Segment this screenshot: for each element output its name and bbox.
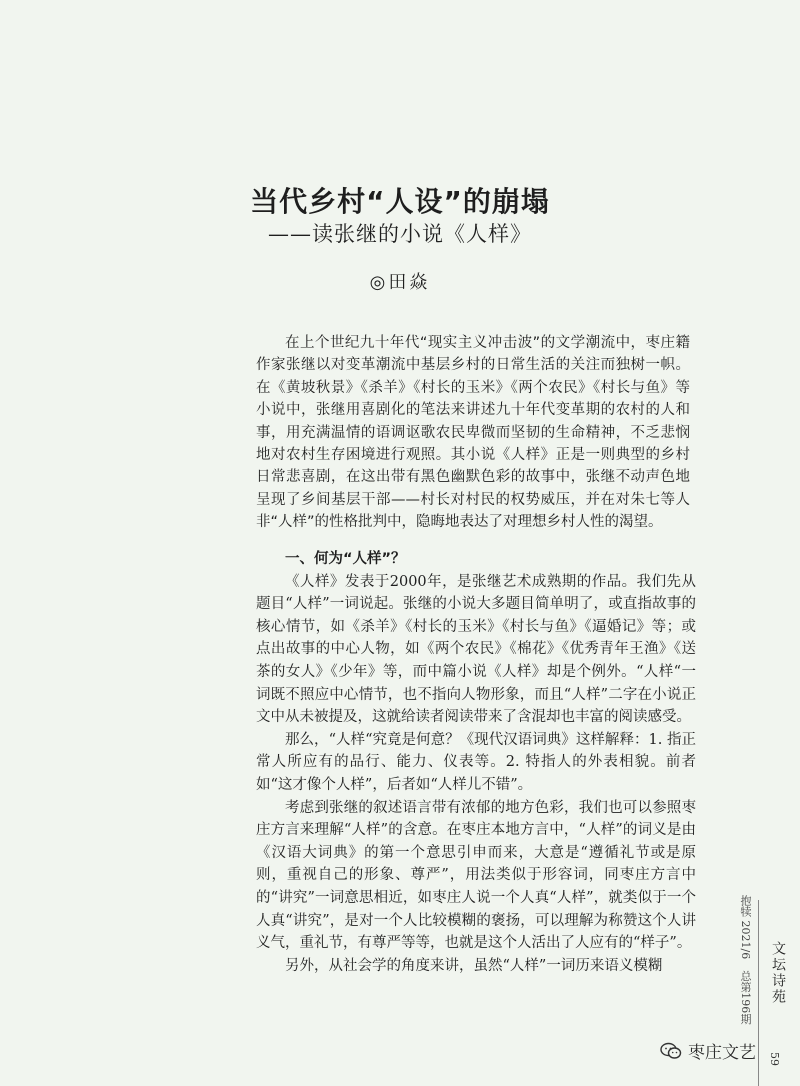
section-heading: 一、何为“人样”？ [285, 551, 406, 567]
body-paragraph: 那么，“人样“究竟是何意？《现代汉语词典》这样解释：1. 指正常人所应有的品行、能力、仪表等。2. 特指人的外表相貌。前者如“这才像个人样”，后者如“人样儿不错”。 [256, 731, 696, 793]
body-paragraph: 《人样》发表于2000年，是张继艺术成熟期的作品。我们先从题目“人样”一词说起。张继的小说大多题目简单明了，或直指故事的核心情节，如《杀羊》《村长的玉米》《村长与鱼》《逼婚记》等；或点出故事的中心人物，如《两个农民》《棉花》《优秀青年王渔》《送茶的女人》《少年》等，而中篇小说《人样》却是个例外。“人样“一词既不照应中心情节，也不指向人物形象，而且“人样”二字在小说正文中从未被提及，这就给读者阅读带来了含混却也丰富的阅读感受。 [256, 573, 696, 726]
margin-divider [758, 900, 759, 1086]
body-paragraph: 考虑到张继的叙述语言带有浓郁的地方色彩，我们也可以参照枣庄方言来理解“人样”的含意。在枣庄本地方言中，“人样”的词义是由《汉语大词典》的第一个意思引申而来，大意是“遵循礼节或是原则，重视自己的形象、尊严”，用法类似于形容词，同枣庄方言中的“讲究”一词意思相近，如枣庄人说一个人真“人样”，就类似于一个人真“讲究”，是对一个人比较模糊的褒扬，可以理解为称赞这个人讲义气，重礼节，有尊严等等，也就是这个人活出了人应有的“样子”。 [256, 799, 696, 952]
article-title: 当代乡村“人设”的崩塌 [250, 185, 550, 218]
watermark-text: 枣庄文艺 [688, 1043, 756, 1063]
watermark [660, 1038, 756, 1063]
article-subtitle: ——读张继的小说《人样》 [268, 222, 532, 246]
article-author: ◎田焱 [369, 272, 431, 293]
section-name: 文坛诗苑 [770, 941, 786, 1005]
body-paragraph: 另外，从社会学的角度来讲，虽然“人样”一词历来语义模糊 [285, 957, 663, 974]
issue-info: 抱犊 2021/6 总第196期 [739, 895, 752, 1025]
article-body [256, 548, 696, 977]
wechat-icon [660, 1042, 682, 1060]
abstract-paragraph: 在上个世纪九十年代“现实主义冲击波”的文学潮流中，枣庄籍作家张继以对变革潮流中基层乡村的日常生活的关注而独树一帜。在《黄坡秋景》《杀羊》《村长的玉米》《两个农民》《村长与鱼》等小说中，张继用喜剧化的笔法来讲述九十年代变革期的农村的人和事，用充满温情的语调讴歌农民卑微而坚韧的生命精神，不乏悲悯地对农村生存困境进行观照。其小说《人样》正是一则典型的乡村日常悲喜剧，在这出带有黑色幽默色彩的故事中，张继不动声色地呈现了乡间基层干部——村长对村民的权势威压，并在对朱七等人非“人样”的性格批判中，隐晦地表达了对理想乡村人性的渴望。 [256, 335, 690, 531]
page-number: 59 [768, 1052, 781, 1066]
